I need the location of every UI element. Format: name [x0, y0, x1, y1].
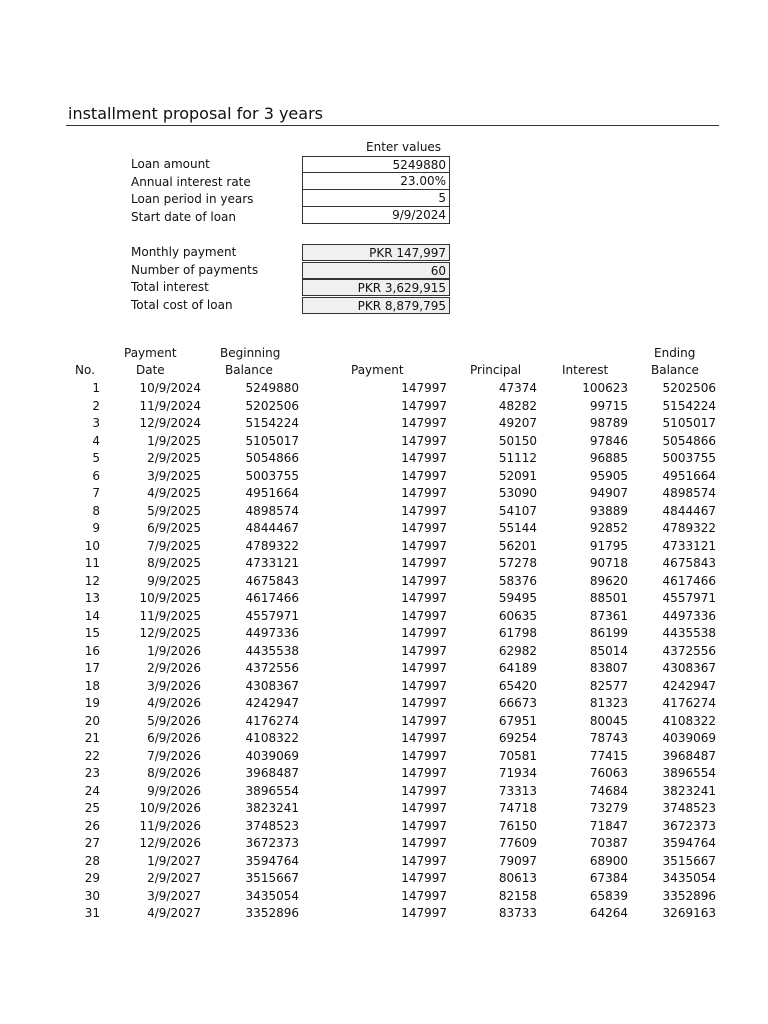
- table-row: [0, 433, 768, 451]
- beginning-balance-cell: 4242947: [245, 696, 299, 710]
- interest-amount-cell: 85014: [589, 643, 628, 658]
- principal-amount-cell: 55144: [498, 521, 537, 535]
- ending-balance-cell: 4108322: [662, 713, 716, 728]
- interest-amount-cell: 86199: [589, 626, 628, 640]
- table-row: [0, 905, 768, 923]
- principal-amount-cell: 74718: [498, 801, 537, 815]
- ending-balance-cell: 5202506: [662, 381, 716, 395]
- interest-amount-cell: 88501: [589, 591, 628, 605]
- principal-amount-cell: 54107: [498, 503, 537, 518]
- interest-amount-cell: 95905: [589, 468, 628, 483]
- payment-date-cell: 3/9/2026: [147, 678, 201, 693]
- payment-amount-cell: 147997: [401, 468, 447, 483]
- principal-amount-cell: 49207: [498, 416, 537, 430]
- payment-amount-cell: 147997: [401, 853, 447, 868]
- ending-balance-cell: 3594764: [662, 836, 716, 850]
- number-of-payments-label: Number of payments: [131, 263, 259, 277]
- ending-balance-cell: 5003755: [662, 451, 716, 465]
- beginning-balance-cell: 5105017: [245, 433, 299, 448]
- ending-balance-cell: 4675843: [662, 556, 716, 570]
- row-number-cell: 13: [84, 591, 100, 605]
- ending-balance-cell: 5054866: [662, 433, 716, 448]
- beginning-balance-cell: 3896554: [245, 783, 299, 798]
- header-ending-balance-line1: Ending: [654, 346, 696, 360]
- table-row: [0, 818, 768, 836]
- table-row: [0, 450, 768, 468]
- principal-amount-cell: 73313: [498, 783, 537, 798]
- payment-date-cell: 7/9/2026: [147, 748, 201, 763]
- ending-balance-cell: 4176274: [662, 696, 716, 710]
- interest-amount-cell: 83807: [589, 661, 628, 675]
- payment-amount-cell: 147997: [401, 661, 447, 675]
- table-row: [0, 608, 768, 626]
- beginning-balance-cell: 4372556: [245, 661, 299, 675]
- beginning-balance-cell: 3968487: [245, 766, 299, 780]
- payment-amount-cell: 147997: [401, 416, 447, 430]
- interest-amount-cell: 74684: [589, 783, 628, 798]
- payment-date-cell: 11/9/2026: [139, 818, 201, 833]
- beginning-balance-cell: 4844467: [245, 521, 299, 535]
- loan-period-value[interactable]: 5: [302, 190, 450, 207]
- principal-amount-cell: 56201: [498, 538, 537, 553]
- interest-amount-cell: 91795: [589, 538, 628, 553]
- header-payment: Payment: [351, 363, 404, 377]
- payment-amount-cell: 147997: [401, 451, 447, 465]
- ending-balance-cell: 5105017: [662, 416, 716, 430]
- ending-balance-cell: 4789322: [662, 521, 716, 535]
- payment-amount-cell: 147997: [401, 871, 447, 885]
- payment-date-cell: 2/9/2026: [147, 661, 201, 675]
- table-row: [0, 853, 768, 871]
- principal-amount-cell: 53090: [498, 486, 537, 500]
- payment-date-cell: 4/9/2025: [147, 486, 201, 500]
- interest-amount-cell: 64264: [589, 906, 628, 920]
- beginning-balance-cell: 4733121: [245, 556, 299, 570]
- beginning-balance-cell: 5202506: [245, 398, 299, 413]
- ending-balance-cell: 4039069: [662, 731, 716, 745]
- document-title: installment proposal for 3 years: [68, 104, 323, 123]
- ending-balance-cell: 4435538: [662, 626, 716, 640]
- header-no: No.: [75, 363, 95, 377]
- interest-amount-cell: 90718: [589, 556, 628, 570]
- table-row: [0, 870, 768, 888]
- ending-balance-cell: 3269163: [662, 906, 716, 920]
- interest-amount-cell: 70387: [589, 836, 628, 850]
- payment-amount-cell: 147997: [401, 381, 447, 395]
- interest-amount-cell: 81323: [589, 696, 628, 710]
- ending-balance-cell: 4733121: [662, 538, 716, 553]
- interest-amount-cell: 97846: [589, 433, 628, 448]
- interest-amount-cell: 67384: [589, 871, 628, 885]
- payment-amount-cell: 147997: [401, 591, 447, 605]
- principal-amount-cell: 76150: [498, 818, 537, 833]
- payment-date-cell: 6/9/2025: [147, 521, 201, 535]
- payment-date-cell: 3/9/2025: [147, 468, 201, 483]
- total-interest-label: Total interest: [131, 280, 209, 294]
- row-number-cell: 28: [84, 853, 100, 868]
- payment-amount-cell: 147997: [401, 696, 447, 710]
- beginning-balance-cell: 3352896: [245, 906, 299, 920]
- interest-amount-cell: 94907: [589, 486, 628, 500]
- table-row: [0, 520, 768, 538]
- payment-amount-cell: 147997: [401, 783, 447, 798]
- payment-amount-cell: 147997: [401, 766, 447, 780]
- ending-balance-cell: 3435054: [662, 871, 716, 885]
- ending-balance-cell: 4617466: [662, 573, 716, 588]
- principal-amount-cell: 70581: [498, 748, 537, 763]
- beginning-balance-cell: 3672373: [245, 836, 299, 850]
- ending-balance-cell: 4242947: [662, 678, 716, 693]
- payment-date-cell: 9/9/2026: [147, 783, 201, 798]
- payment-date-cell: 7/9/2025: [147, 538, 201, 553]
- principal-amount-cell: 66673: [498, 696, 537, 710]
- ending-balance-cell: 4844467: [662, 503, 716, 518]
- beginning-balance-cell: 3594764: [245, 853, 299, 868]
- header-principal: Principal: [470, 363, 522, 377]
- interest-amount-cell: 100623: [582, 381, 628, 395]
- beginning-balance-cell: 5003755: [245, 468, 299, 483]
- header-interest: Interest: [562, 363, 609, 377]
- payment-date-cell: 11/9/2025: [139, 608, 201, 623]
- payment-date-cell: 10/9/2024: [139, 381, 201, 395]
- payment-amount-cell: 147997: [401, 888, 447, 903]
- payment-date-cell: 1/9/2026: [147, 643, 201, 658]
- interest-amount-cell: 80045: [589, 713, 628, 728]
- row-number-cell: 8: [92, 503, 100, 518]
- table-row: [0, 783, 768, 801]
- interest-amount-cell: 99715: [589, 398, 628, 413]
- beginning-balance-cell: 5054866: [245, 451, 299, 465]
- row-number-cell: 21: [84, 731, 100, 745]
- header-ending-balance-line2: Balance: [651, 363, 699, 377]
- beginning-balance-cell: 5249880: [245, 381, 299, 395]
- interest-amount-cell: 65839: [589, 888, 628, 903]
- row-number-cell: 24: [84, 783, 100, 798]
- interest-amount-cell: 82577: [589, 678, 628, 693]
- table-row: [0, 555, 768, 573]
- interest-amount-cell: 76063: [589, 766, 628, 780]
- payment-amount-cell: 147997: [401, 626, 447, 640]
- payment-amount-cell: 147997: [401, 433, 447, 448]
- payment-date-cell: 3/9/2027: [147, 888, 201, 903]
- beginning-balance-cell: 4108322: [245, 731, 299, 745]
- principal-amount-cell: 79097: [498, 853, 537, 868]
- payment-date-cell: 4/9/2026: [147, 696, 201, 710]
- ending-balance-cell: 3672373: [662, 818, 716, 833]
- beginning-balance-cell: 4617466: [245, 591, 299, 605]
- row-number-cell: 30: [84, 888, 100, 903]
- table-row: [0, 678, 768, 696]
- beginning-balance-cell: 4176274: [245, 713, 299, 728]
- payment-amount-cell: 147997: [401, 486, 447, 500]
- row-number-cell: 7: [92, 486, 100, 500]
- beginning-balance-cell: 4675843: [245, 573, 299, 588]
- ending-balance-cell: 4557971: [662, 591, 716, 605]
- beginning-balance-cell: 4497336: [245, 626, 299, 640]
- interest-amount-cell: 98789: [589, 416, 628, 430]
- principal-amount-cell: 67951: [498, 713, 537, 728]
- row-number-cell: 26: [84, 818, 100, 833]
- row-number-cell: 27: [84, 836, 100, 850]
- row-number-cell: 10: [84, 538, 100, 553]
- beginning-balance-cell: 3435054: [245, 888, 299, 903]
- principal-amount-cell: 47374: [498, 381, 537, 395]
- principal-amount-cell: 51112: [498, 451, 537, 465]
- payment-date-cell: 12/9/2024: [139, 416, 201, 430]
- row-number-cell: 18: [84, 678, 100, 693]
- row-number-cell: 29: [84, 871, 100, 885]
- table-row: [0, 643, 768, 661]
- ending-balance-cell: 3896554: [662, 766, 716, 780]
- payment-amount-cell: 147997: [401, 608, 447, 623]
- table-row: [0, 713, 768, 731]
- loan-amount-label: Loan amount: [131, 157, 210, 171]
- payment-date-cell: 9/9/2025: [147, 573, 201, 588]
- payment-date-cell: 10/9/2026: [139, 801, 201, 815]
- payment-date-cell: 5/9/2025: [147, 503, 201, 518]
- principal-amount-cell: 82158: [498, 888, 537, 903]
- interest-amount-cell: 93889: [589, 503, 628, 518]
- row-number-cell: 20: [84, 713, 100, 728]
- table-row: [0, 485, 768, 503]
- payment-amount-cell: 147997: [401, 836, 447, 850]
- beginning-balance-cell: 4039069: [245, 748, 299, 763]
- table-row: [0, 415, 768, 433]
- beginning-balance-cell: 3515667: [245, 871, 299, 885]
- payment-amount-cell: 147997: [401, 818, 447, 833]
- ending-balance-cell: 4898574: [662, 486, 716, 500]
- total-interest-value: PKR 3,629,915: [302, 279, 450, 296]
- principal-amount-cell: 48282: [498, 398, 537, 413]
- ending-balance-cell: 3968487: [662, 748, 716, 763]
- enter-values-label: Enter values: [366, 140, 442, 154]
- row-number-cell: 2: [92, 398, 100, 413]
- row-number-cell: 6: [92, 468, 100, 483]
- loan-period-label: Loan period in years: [131, 192, 254, 206]
- table-row: [0, 695, 768, 713]
- beginning-balance-cell: 4951664: [245, 486, 299, 500]
- payment-date-cell: 4/9/2027: [147, 906, 201, 920]
- ending-balance-cell: 3515667: [662, 853, 716, 868]
- ending-balance-cell: 4308367: [662, 661, 716, 675]
- ending-balance-cell: 4951664: [662, 468, 716, 483]
- principal-amount-cell: 52091: [498, 468, 537, 483]
- row-number-cell: 16: [84, 643, 100, 658]
- payment-amount-cell: 147997: [401, 573, 447, 588]
- monthly-payment-value: PKR 147,997: [302, 244, 450, 261]
- principal-amount-cell: 50150: [498, 433, 537, 448]
- table-row: [0, 888, 768, 906]
- interest-amount-cell: 68900: [589, 853, 628, 868]
- ending-balance-cell: 4497336: [662, 608, 716, 623]
- principal-amount-cell: 69254: [498, 731, 537, 745]
- payment-amount-cell: 147997: [401, 906, 447, 920]
- payment-date-cell: 6/9/2026: [147, 731, 201, 745]
- payment-date-cell: 1/9/2027: [147, 853, 201, 868]
- total-cost-value: PKR 8,879,795: [302, 297, 450, 314]
- principal-amount-cell: 77609: [498, 836, 537, 850]
- row-number-cell: 3: [92, 416, 100, 430]
- principal-amount-cell: 80613: [498, 871, 537, 885]
- row-number-cell: 9: [92, 521, 100, 535]
- row-number-cell: 17: [84, 661, 100, 675]
- title-underline: [66, 125, 719, 126]
- annual-interest-rate-label: Annual interest rate: [131, 175, 251, 189]
- ending-balance-cell: 4372556: [662, 643, 716, 658]
- interest-amount-cell: 78743: [589, 731, 628, 745]
- payment-date-cell: 1/9/2025: [147, 433, 201, 448]
- payment-amount-cell: 147997: [401, 643, 447, 658]
- table-row: [0, 573, 768, 591]
- number-of-payments-value: 60: [302, 262, 450, 279]
- row-number-cell: 23: [84, 766, 100, 780]
- principal-amount-cell: 59495: [498, 591, 537, 605]
- header-payment-date-line1: Payment: [124, 346, 177, 360]
- payment-date-cell: 2/9/2027: [147, 871, 201, 885]
- payment-amount-cell: 147997: [401, 556, 447, 570]
- row-number-cell: 15: [84, 626, 100, 640]
- ending-balance-cell: 3748523: [662, 801, 716, 815]
- table-row: [0, 503, 768, 521]
- interest-amount-cell: 87361: [589, 608, 628, 623]
- table-row: [0, 748, 768, 766]
- table-row: [0, 730, 768, 748]
- payment-date-cell: 12/9/2025: [139, 626, 201, 640]
- header-payment-date-line2: Date: [136, 363, 165, 377]
- beginning-balance-cell: 4308367: [245, 678, 299, 693]
- row-number-cell: 5: [92, 451, 100, 465]
- payment-date-cell: 8/9/2025: [147, 556, 201, 570]
- payment-amount-cell: 147997: [401, 398, 447, 413]
- row-number-cell: 14: [84, 608, 100, 623]
- table-row: [0, 538, 768, 556]
- interest-amount-cell: 73279: [589, 801, 628, 815]
- beginning-balance-cell: 4557971: [245, 608, 299, 623]
- principal-amount-cell: 57278: [498, 556, 537, 570]
- beginning-balance-cell: 4789322: [245, 538, 299, 553]
- interest-amount-cell: 89620: [589, 573, 628, 588]
- interest-amount-cell: 77415: [589, 748, 628, 763]
- payment-date-cell: 5/9/2026: [147, 713, 201, 728]
- beginning-balance-cell: 3748523: [245, 818, 299, 833]
- header-beginning-balance-line1: Beginning: [220, 346, 281, 360]
- monthly-payment-label: Monthly payment: [131, 245, 237, 259]
- row-number-cell: 25: [84, 801, 100, 815]
- loan-amount-value[interactable]: 5249880: [302, 156, 450, 173]
- payment-amount-cell: 147997: [401, 713, 447, 728]
- row-number-cell: 19: [84, 696, 100, 710]
- table-row: [0, 590, 768, 608]
- table-row: [0, 380, 768, 398]
- payment-date-cell: 2/9/2025: [147, 451, 201, 465]
- table-row: [0, 625, 768, 643]
- row-number-cell: 11: [84, 556, 100, 570]
- annual-interest-rate-value[interactable]: 23.00%: [302, 173, 450, 190]
- table-row: [0, 660, 768, 678]
- total-cost-label: Total cost of loan: [131, 298, 233, 312]
- start-date-label: Start date of loan: [131, 210, 237, 224]
- ending-balance-cell: 5154224: [662, 398, 716, 413]
- payment-amount-cell: 147997: [401, 801, 447, 815]
- payment-amount-cell: 147997: [401, 538, 447, 553]
- principal-amount-cell: 61798: [498, 626, 537, 640]
- row-number-cell: 22: [84, 748, 100, 763]
- ending-balance-cell: 3352896: [662, 888, 716, 903]
- row-number-cell: 31: [84, 906, 100, 920]
- interest-amount-cell: 71847: [589, 818, 628, 833]
- principal-amount-cell: 64189: [498, 661, 537, 675]
- payment-date-cell: 11/9/2024: [139, 398, 201, 413]
- row-number-cell: 4: [92, 433, 100, 448]
- interest-amount-cell: 92852: [589, 521, 628, 535]
- payment-amount-cell: 147997: [401, 678, 447, 693]
- principal-amount-cell: 83733: [498, 906, 537, 920]
- payment-amount-cell: 147997: [401, 503, 447, 518]
- table-row: [0, 468, 768, 486]
- table-row: [0, 835, 768, 853]
- beginning-balance-cell: 5154224: [245, 416, 299, 430]
- payment-date-cell: 10/9/2025: [139, 591, 201, 605]
- payment-date-cell: 8/9/2026: [147, 766, 201, 780]
- table-row: [0, 765, 768, 783]
- beginning-balance-cell: 3823241: [245, 801, 299, 815]
- start-date-value[interactable]: 9/9/2024: [302, 207, 450, 224]
- payment-date-cell: 12/9/2026: [139, 836, 201, 850]
- payment-amount-cell: 147997: [401, 521, 447, 535]
- table-row: [0, 398, 768, 416]
- principal-amount-cell: 60635: [498, 608, 537, 623]
- principal-amount-cell: 58376: [498, 573, 537, 588]
- ending-balance-cell: 3823241: [662, 783, 716, 798]
- beginning-balance-cell: 4435538: [245, 643, 299, 658]
- payment-amount-cell: 147997: [401, 748, 447, 763]
- row-number-cell: 12: [84, 573, 100, 588]
- principal-amount-cell: 62982: [498, 643, 537, 658]
- principal-amount-cell: 71934: [498, 766, 537, 780]
- table-row: [0, 800, 768, 818]
- interest-amount-cell: 96885: [589, 451, 628, 465]
- beginning-balance-cell: 4898574: [245, 503, 299, 518]
- header-beginning-balance-line2: Balance: [225, 363, 273, 377]
- row-number-cell: 1: [92, 381, 100, 395]
- principal-amount-cell: 65420: [498, 678, 537, 693]
- payment-amount-cell: 147997: [401, 731, 447, 745]
